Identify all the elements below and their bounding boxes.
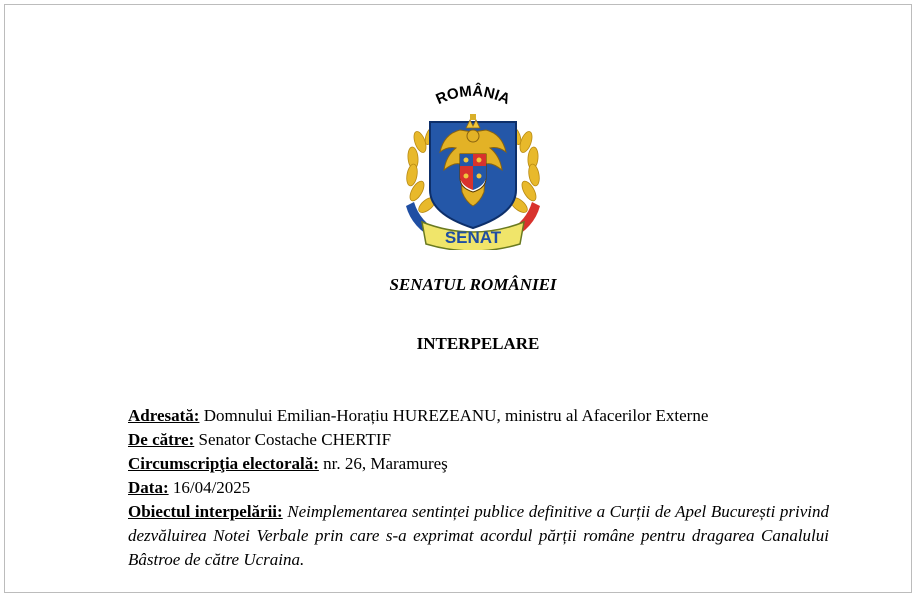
addressee-label: Adresată: (128, 406, 200, 425)
author-label: De către: (128, 430, 195, 449)
date-label: Data: (128, 478, 169, 497)
constituency-value: nr. 26, Maramureş (318, 454, 448, 473)
subject-value: Neimplementarea sentinței publice definitive a Curții de Apel București privind dezvăluirea Notei Verbale prin care s-a exprimat acordul părții române pentru dragarea Canalului Bâstroe de către Ucraina. (128, 502, 830, 569)
subject-label: Obiectul interpelării: (128, 502, 283, 521)
interpellation-fields (128, 404, 829, 572)
document-title: INTERPELARE (416, 334, 540, 353)
emblem-country-text: ROMÂNIA (433, 82, 513, 109)
field-constituency (128, 452, 829, 476)
coat-of-arms-icon (460, 154, 486, 192)
addressee-value: Domnului Emilian-Horațiu HUREZEANU, ministru al Afacerilor Externe (199, 406, 709, 425)
emblem-chamber-text: SENAT (444, 228, 502, 247)
field-date (128, 476, 829, 500)
senate-emblem (400, 82, 546, 250)
field-subject (128, 500, 829, 572)
author-value: Senator Costache CHERTIF (194, 430, 392, 449)
institution-name: SENATUL ROMÂNIEI (389, 275, 557, 294)
constituency-label: Circumscripţia electorală: (128, 454, 319, 473)
field-author (128, 428, 829, 452)
field-addressee (128, 404, 829, 428)
date-value: 16/04/2025 (168, 478, 251, 497)
senate-emblem-icon (400, 82, 546, 250)
